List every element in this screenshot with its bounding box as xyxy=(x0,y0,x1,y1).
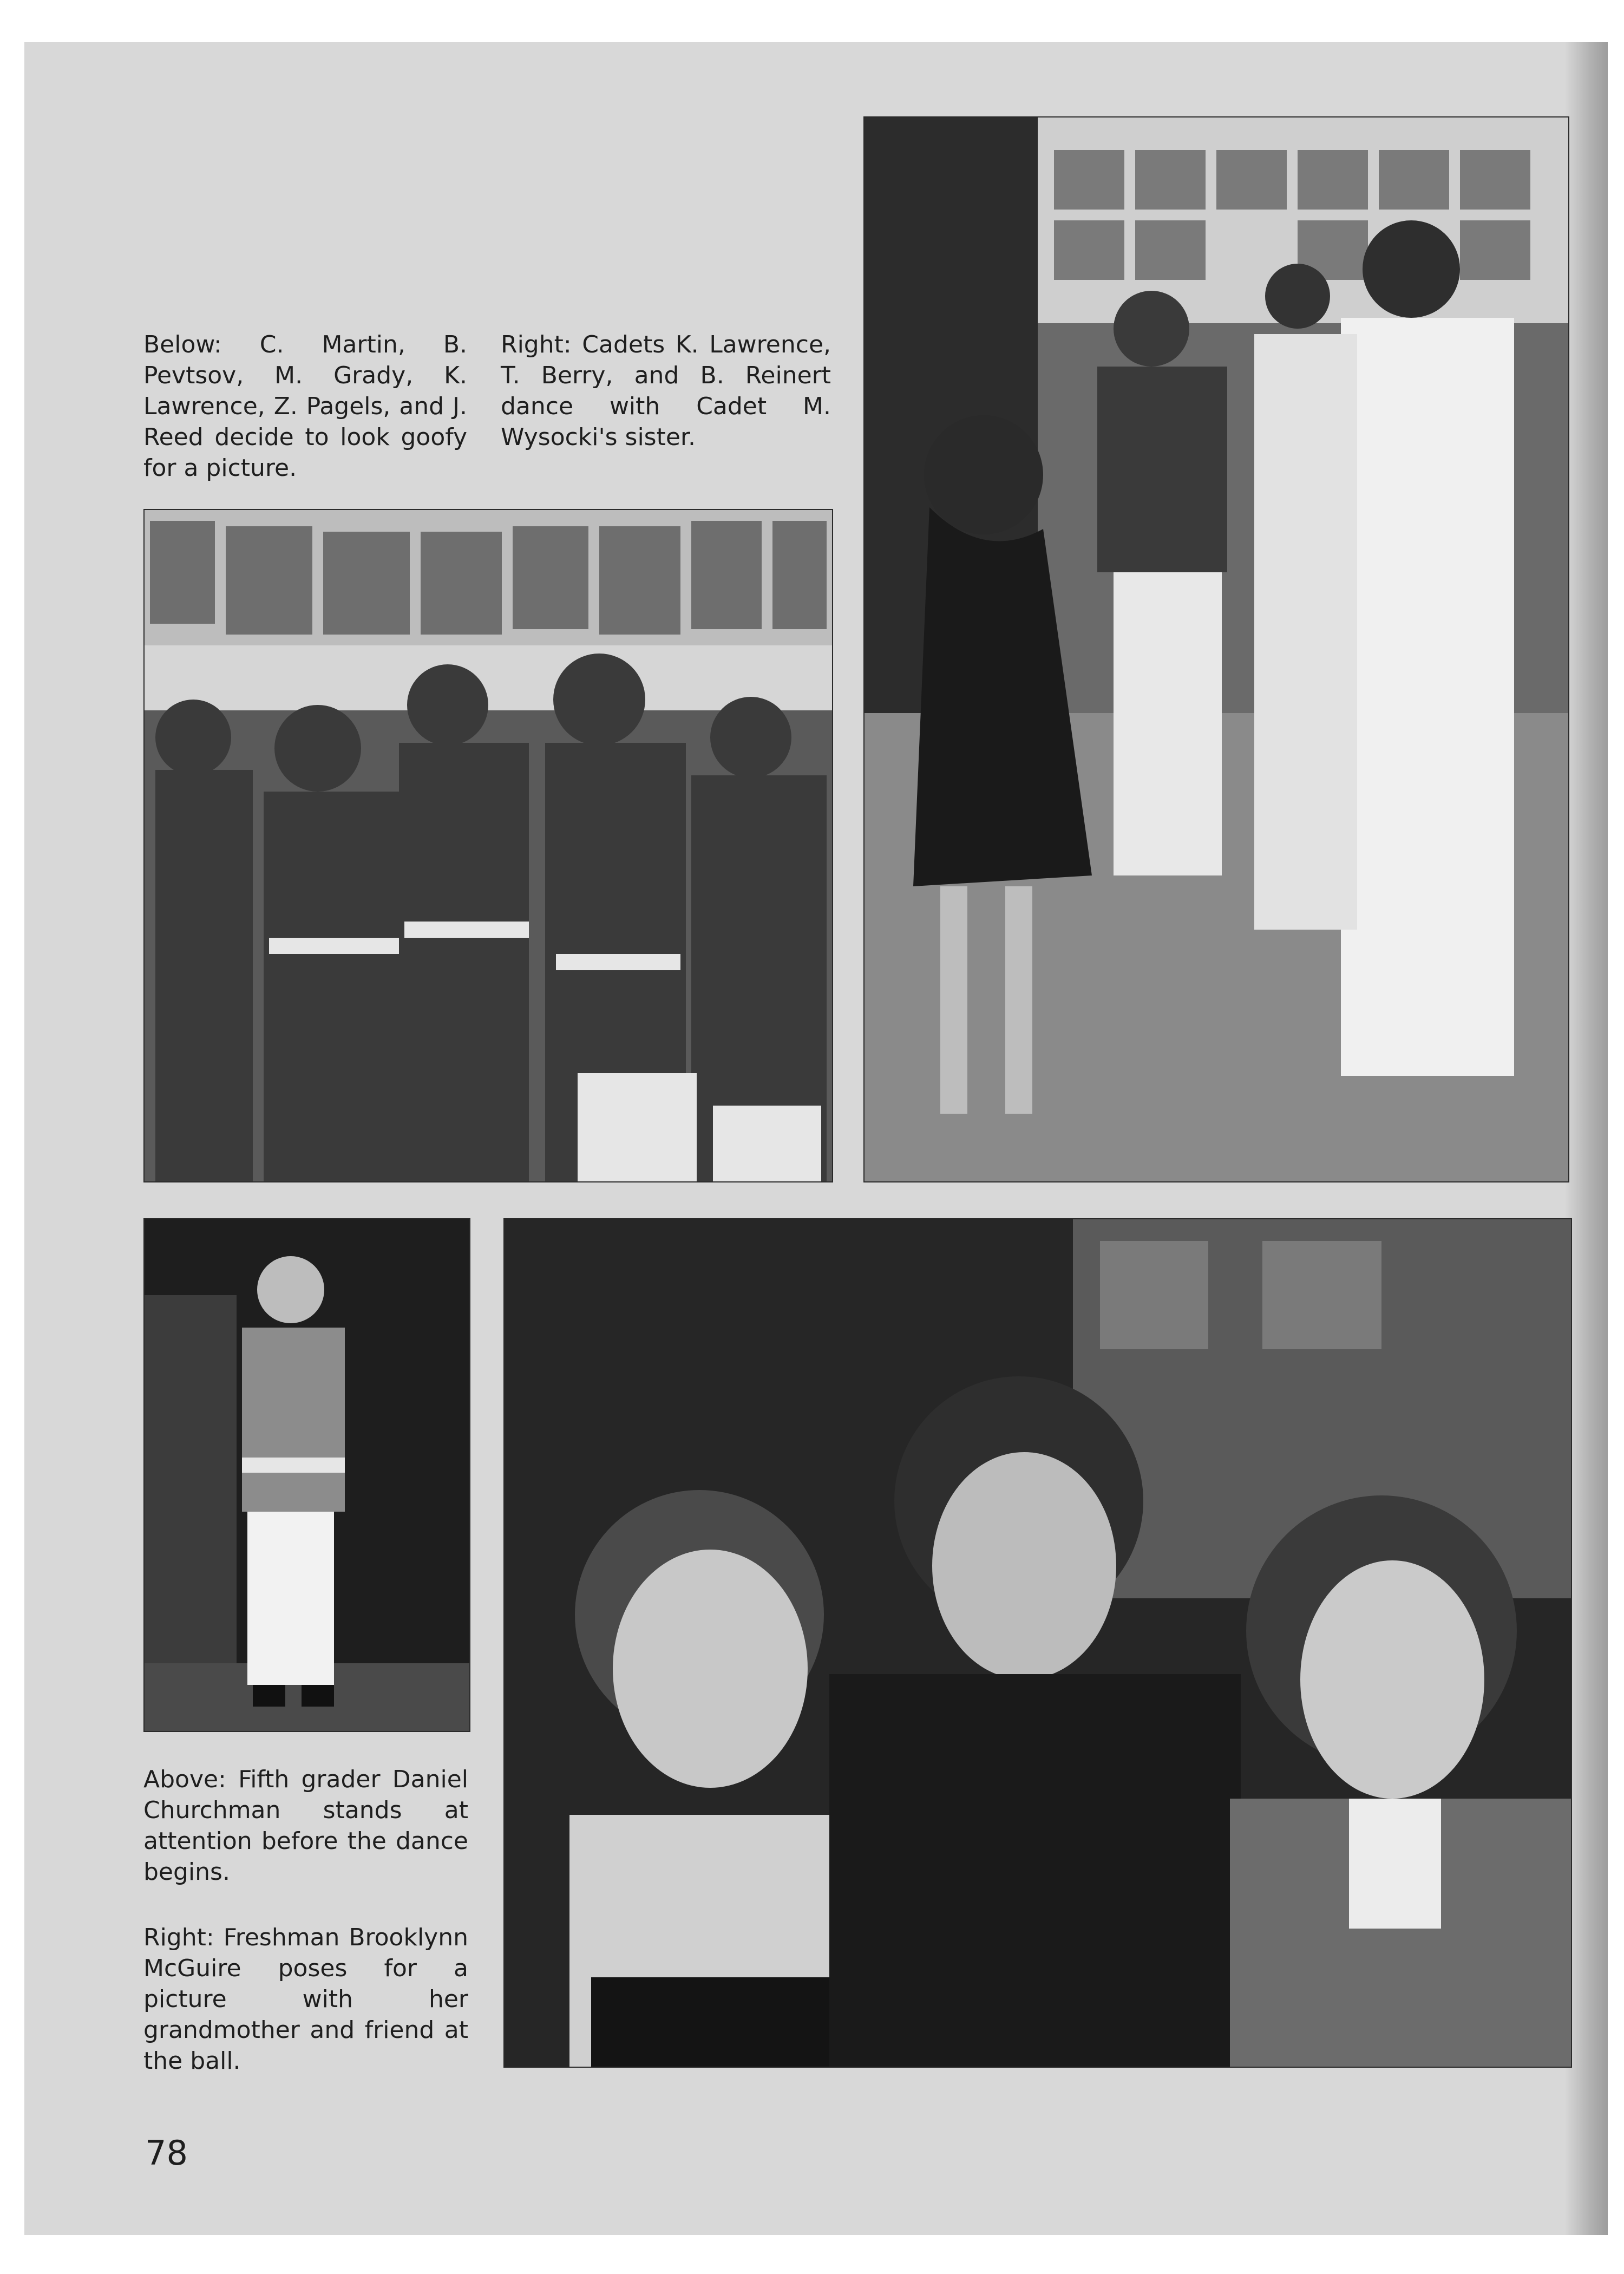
photo-trio-posing-image xyxy=(505,1219,1571,2067)
caption-group-photo: Below: C. Martin, B. Pevtsov, M. Grady, K. Lawrence, Z. Pagels, and J. Reed decide to look goofy for a picture. xyxy=(143,331,467,482)
photo-trio-posing xyxy=(503,1218,1572,2068)
caption-trio-photo: Right: Freshman Brooklynn McGuire poses for a picture with her grandmother and friend at the ball. xyxy=(143,1924,468,2075)
caption-dance-photo: Right: Cadets K. Lawrence, T. Berry, and B. Reinert dance with Cadet M. Wysocki's sister. xyxy=(501,331,831,451)
photo-cadets-dancing-image xyxy=(865,117,1568,1181)
page-number: 78 xyxy=(145,2133,188,2173)
photo-cadets-dancing xyxy=(863,116,1569,1182)
photo-cadets-group-image xyxy=(145,510,832,1181)
photo-fifth-grader-image xyxy=(145,1219,469,1731)
caption-boy-photo: Above: Fifth grader Daniel Churchman stands at attention before the dance begins. xyxy=(143,1766,468,1886)
photo-fifth-grader xyxy=(143,1218,470,1732)
photo-cadets-group xyxy=(143,509,833,1182)
